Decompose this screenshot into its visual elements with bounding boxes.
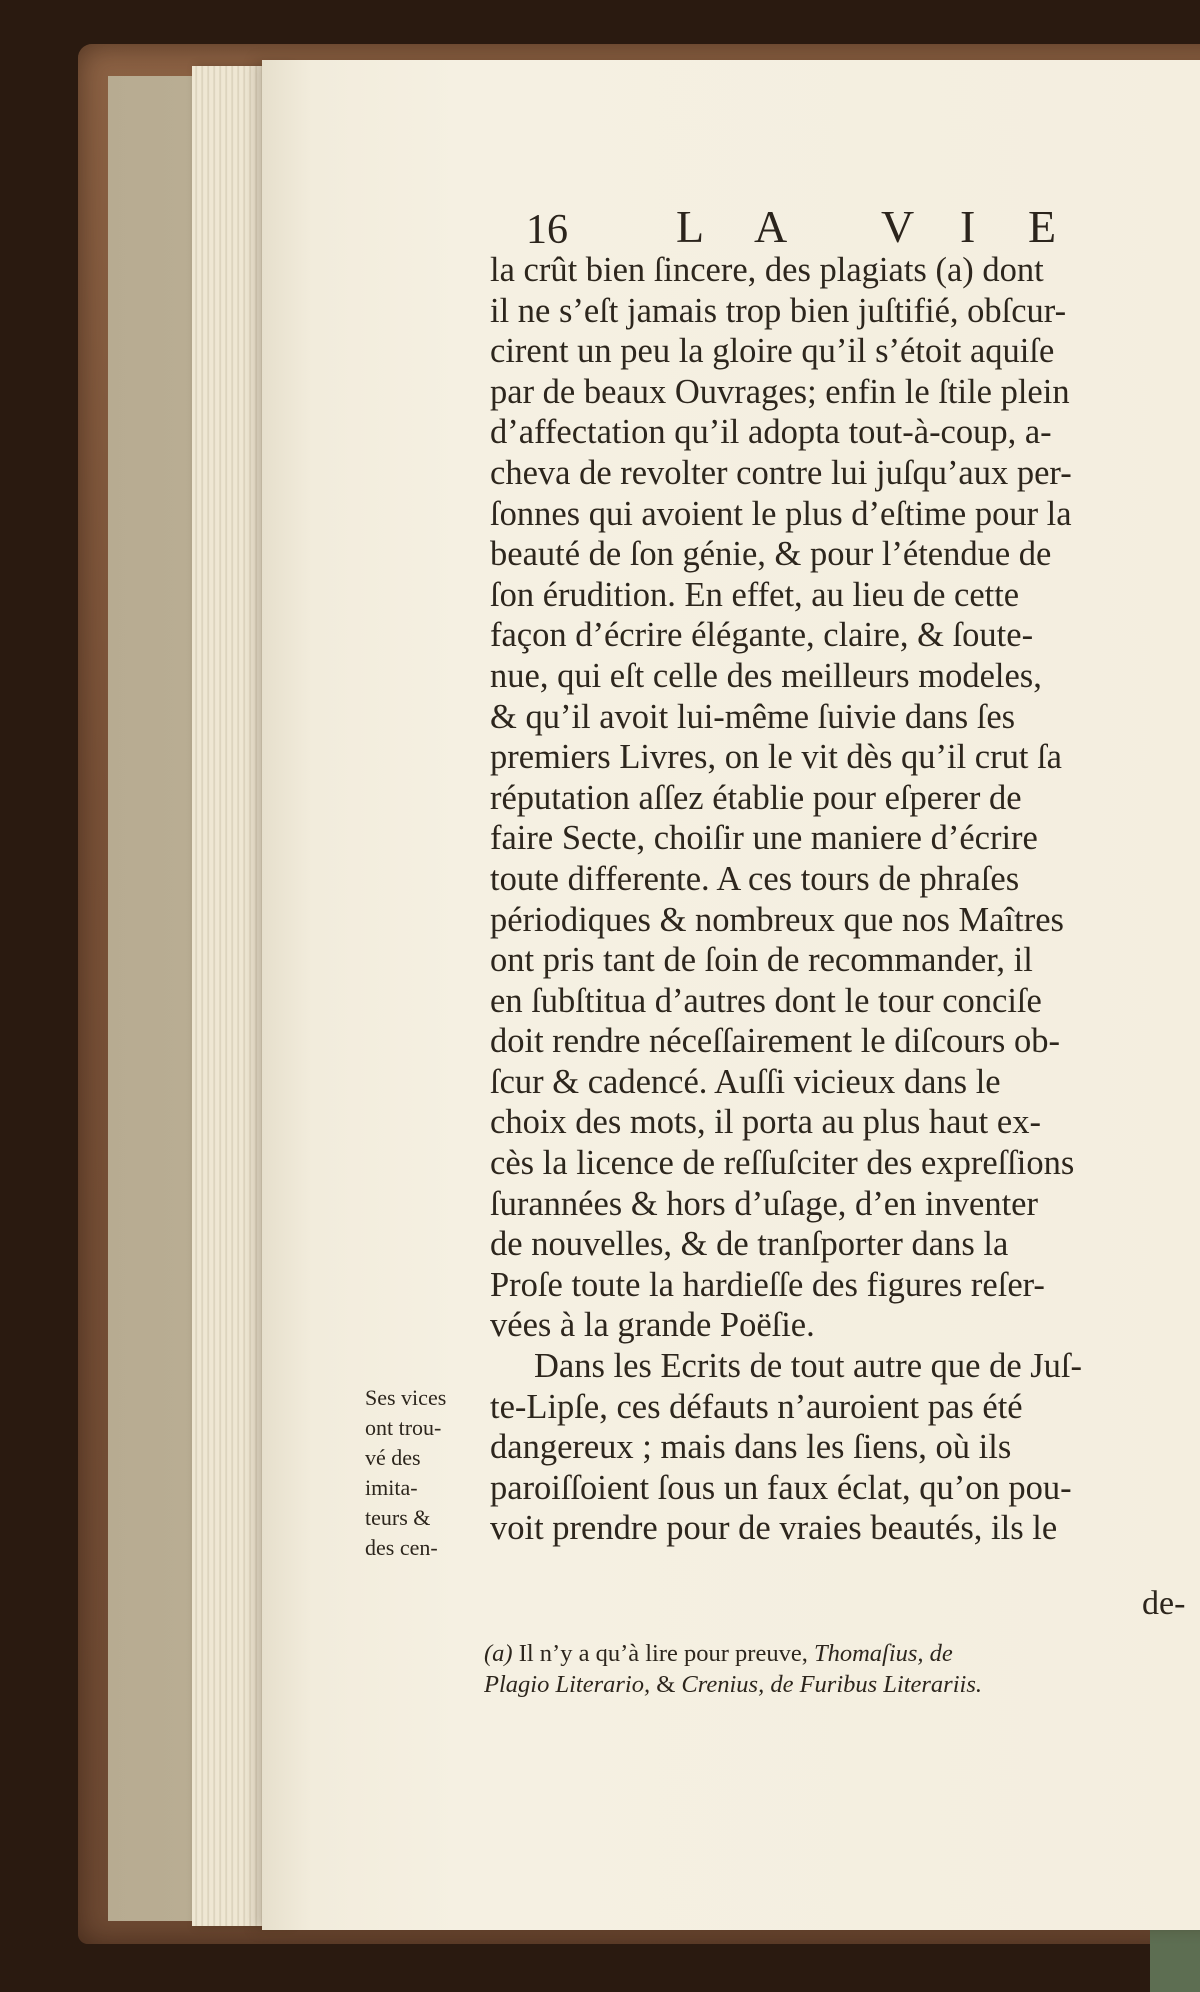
text-line: il ne s’eſt jamais trop bien juſtifié, obſcur- — [490, 291, 1067, 330]
page-number: 16 — [526, 207, 568, 253]
text-line: Proſe toute la hardieſſe des figures reſer- — [490, 1265, 1045, 1304]
text-line: & qu’il avoit lui-même ſuivie dans ſes — [490, 697, 1016, 736]
spine-corner — [1150, 1930, 1200, 1992]
text-line: périodiques & nombreux que nos Maîtres — [490, 900, 1064, 939]
footnote — [484, 1638, 1199, 1700]
text-line: vées à la grande Poëſie. — [490, 1306, 815, 1345]
text-line: faire Secte, choiſir une maniere d’écrire — [490, 819, 1038, 858]
text-line: paroiſſoient ſous un faux éclat, qu’on pou- — [490, 1468, 1072, 1507]
text-line: dangereux ; mais dans les ſiens, où ils — [490, 1428, 1012, 1467]
text-line: voit prendre pour de vraies beautés, ils le — [490, 1509, 1058, 1548]
footnote-line — [484, 1638, 1199, 1669]
text-line: la crût bien ſincere, des plagiats (a) dont — [490, 251, 1044, 289]
marginal-note-line: vé des — [365, 1445, 421, 1470]
marginal-note-line: teurs & — [365, 1505, 431, 1530]
running-title-letter: L — [676, 201, 707, 252]
text-line: doit rendre néceſſairement le diſcours ob- — [490, 1022, 1060, 1061]
text-line: ont pris tant de ſoin de recommander, il — [490, 941, 1033, 980]
running-title-letter: V — [881, 201, 917, 252]
text-line: en ſubſtitua d’autres dont le tour conciſe — [490, 981, 1042, 1020]
footnote-citation: Thomaſius, de — [813, 1640, 953, 1667]
text-line: nue, qui eſt celle des meilleurs modeles, — [490, 656, 1042, 695]
text-line: d’affectation qu’il adopta tout-à-coup, a- — [490, 413, 1052, 452]
text-line: ſon érudition. En effet, au lieu de cette — [490, 575, 1020, 614]
footnote-line — [484, 1669, 1199, 1700]
text-line: premiers Livres, on le vit dès qu’il crut ſa — [490, 738, 1062, 777]
catchword: de- — [1142, 1585, 1186, 1622]
footnote-text: Il n’y a qu’à lire pour preuve, — [518, 1640, 808, 1667]
marginal-note-line: imita- — [365, 1475, 418, 1500]
text-line: choix des mots, il porta au plus haut ex- — [490, 1103, 1041, 1142]
marginal-note — [365, 1383, 475, 1563]
marginal-note-line: Ses vices — [365, 1385, 447, 1410]
paragraph-first-line: Dans les Ecrits de tout autre que de Juſ- — [534, 1347, 1083, 1386]
text-line: réputation aſſez établie pour eſperer de — [490, 778, 1022, 817]
text-line: de nouvelles, & de tranſporter dans la — [490, 1225, 1009, 1264]
text-line: par de beaux Ouvrages; enfin le ſtile plein — [490, 372, 1070, 411]
footnote-citation: Plagio Literario, — [484, 1671, 651, 1698]
footnote-mark: (a) — [484, 1640, 513, 1667]
text-line: cheva de revolter contre lui juſqu’aux per- — [490, 453, 1072, 492]
marginal-note-line: des cen- — [365, 1535, 438, 1560]
text-line: façon d’écrire élégante, claire, & ſoute- — [490, 616, 1034, 655]
text-line: beauté de ſon génie, & pour l’étendue de — [490, 535, 1052, 574]
marginal-note-line: ont trou- — [365, 1415, 442, 1440]
text-line: ſonnes qui avoient le plus d’eſtime pour la — [490, 494, 1072, 533]
body-text — [490, 250, 1200, 1549]
text-line: ſurannées & hors d’uſage, d’en inventer — [490, 1184, 1038, 1223]
running-title-letter: E — [1028, 201, 1059, 252]
footnote-citation: Crenius, de Furibus Literariis. — [681, 1671, 982, 1698]
footnote-text: & — [656, 1671, 676, 1698]
text-line: cirent un peu la gloire qu’il s’étoit aquiſe — [490, 332, 1055, 371]
text-line: ſcur & cadencé. Auſſi vicieux dans le — [490, 1062, 1001, 1101]
text-line: cès la licence de reſſuſciter des expreſſions — [490, 1144, 1075, 1183]
running-title-letter: I — [960, 201, 978, 252]
running-title-letter: A — [754, 201, 790, 252]
text-line: te-Lipſe, ces défauts n’auroient pas été — [490, 1387, 1023, 1426]
text-line: toute differente. A ces tours de phraſes — [490, 859, 1020, 898]
